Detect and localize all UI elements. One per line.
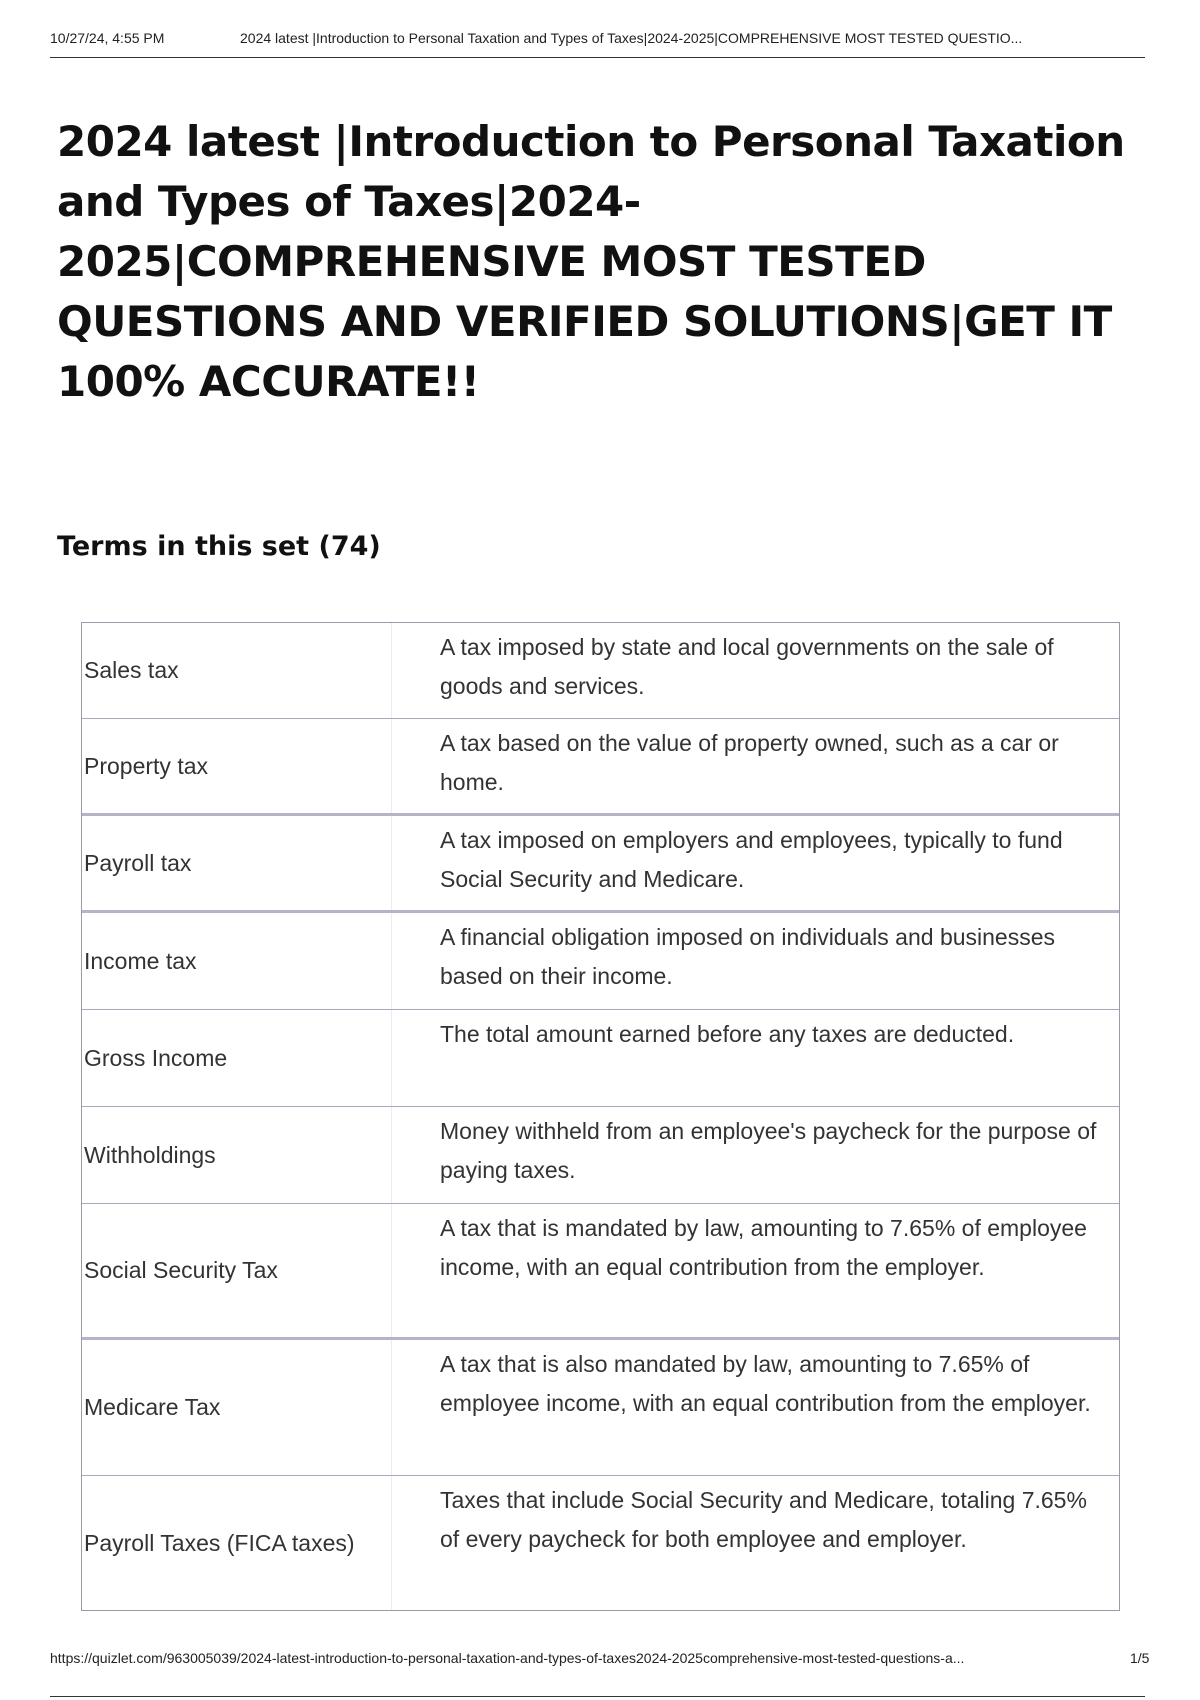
term-definition: Taxes that include Social Security and Medicare, totaling 7.65% of every paycheck for both employee and employer. [440, 1487, 1087, 1552]
term-row [82, 719, 1119, 816]
term-definition: A tax based on the value of property owned, such as a car or home. [440, 730, 1059, 795]
term-row [82, 1010, 1119, 1107]
term-name: Sales tax [82, 623, 392, 718]
term-row [82, 1107, 1119, 1204]
term-definition: The total amount earned before any taxes are deducted. [440, 1021, 1015, 1047]
term-definition: A tax that is also mandated by law, amounting to 7.65% of employee income, with an equal contribution from the employer. [440, 1351, 1091, 1416]
print-url: https://quizlet.com/963005039/2024-latest-introduction-to-personal-taxation-and-types-of-taxes2024-2025comprehensive-most-tested-questions-a... [50, 1650, 965, 1666]
print-doc-title: 2024 latest |Introduction to Personal Taxation and Types of Taxes|2024-2025|COMPREHENSIVE MOST TESTED QUESTIO... [240, 30, 1023, 46]
term-definition: A financial obligation imposed on individuals and businesses based on their income. [440, 924, 1056, 989]
term-name: Medicare Tax [82, 1340, 392, 1475]
term-name: Gross Income [82, 1010, 392, 1106]
term-definition: A tax imposed on employers and employees, typically to fund Social Security and Medicare. [440, 827, 1063, 892]
footer-divider [50, 1696, 1145, 1697]
term-row [82, 913, 1119, 1010]
term-name: Payroll Taxes (FICA taxes) [82, 1476, 392, 1610]
print-header [50, 28, 1145, 58]
term-name: Social Security Tax [82, 1204, 392, 1337]
terms-table [81, 622, 1120, 1611]
term-name: Payroll tax [82, 816, 392, 910]
term-row [82, 623, 1119, 719]
term-definition: A tax imposed by state and local governments on the sale of goods and services. [440, 634, 1054, 699]
term-name: Income tax [82, 913, 392, 1009]
term-row [82, 816, 1119, 913]
page-title: 2024 latest |Introduction to Personal Taxation and Types of Taxes|2024-2025|COMPREHENSIVE MOST TESTED QUESTIONS AND VERIFIED SOLUTIONS|GET IT 100% ACCURATE!! [57, 117, 1125, 406]
terms-heading: Terms in this set (74) [57, 531, 381, 562]
term-definition: Money withheld from an employee's paycheck for the purpose of paying taxes. [440, 1118, 1097, 1183]
page-number: 1/5 [1130, 1650, 1150, 1666]
term-row [82, 1204, 1119, 1340]
print-datetime: 10/27/24, 4:55 PM [50, 30, 165, 46]
term-row [82, 1476, 1119, 1610]
term-name: Property tax [82, 719, 392, 813]
term-name: Withholdings [82, 1107, 392, 1203]
term-definition: A tax that is mandated by law, amounting to 7.65% of employee income, with an equal contribution from the employer. [440, 1215, 1087, 1280]
term-row [82, 1340, 1119, 1476]
